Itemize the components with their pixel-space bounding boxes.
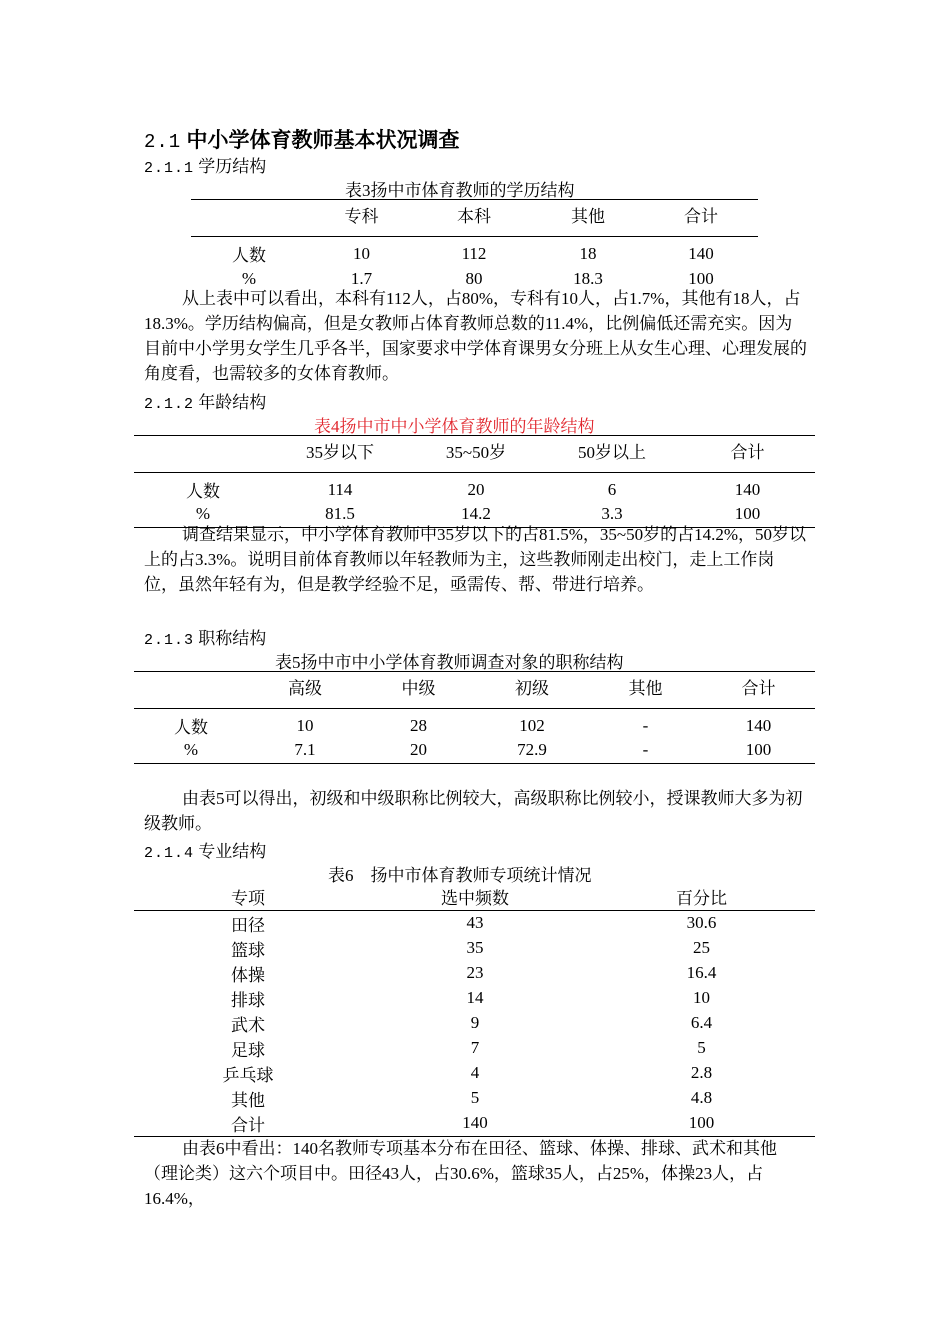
table-cell: 81.5 (325, 504, 355, 524)
table-row (134, 986, 815, 1011)
table-cell: 足球 (231, 1040, 265, 1060)
table-cell: 100 (688, 1113, 715, 1132)
subsection-title: 职称结构 (198, 629, 267, 648)
table-row (134, 1086, 815, 1111)
table-cell: 4 (470, 1063, 480, 1082)
table-cell: 10 (296, 715, 314, 735)
table-header: 高级 (288, 679, 322, 698)
section-number: 2.1 (144, 131, 182, 153)
table-cell: 7.1 (294, 740, 316, 760)
table-5-caption: 表5扬中市中小学体育教师调查对象的职称结构 (275, 653, 624, 672)
subsection-number: 2.1.1 (144, 160, 195, 177)
table-row (134, 709, 815, 739)
subsection-number: 2.1.2 (144, 396, 195, 413)
table-cell: 乒乓球 (222, 1065, 274, 1085)
table-cell: 6 (607, 479, 617, 499)
table-cell: 30.6 (686, 913, 717, 932)
table-4-caption: 表4扬中市中小学体育教师的年龄结构 (314, 417, 595, 436)
table-header: 百分比 (676, 889, 727, 909)
table-cell: 114 (327, 479, 353, 499)
paragraph-specialty: 由表6中看出：140名教师专项基本分布在田径、篮球、体操、排球、武术和其他（理论类）这六个项目中。田径43人，占30.6%，篮球35人，占25%，体操23人，占16.4%， (144, 1139, 777, 1208)
table-header (134, 672, 248, 709)
table-cell: 5 (470, 1088, 480, 1107)
table-5-professional-title (134, 671, 815, 764)
section-title: 中小学体育教师基本状况调查 (186, 128, 460, 152)
table-header: 本科 (457, 207, 491, 226)
table-header: 其他 (628, 679, 663, 698)
table-header: 选中频数 (441, 889, 509, 909)
subsection-number: 2.1.4 (144, 845, 195, 862)
subsection-heading-specialty (144, 837, 266, 862)
table-cell: 80 (465, 268, 483, 288)
table-cell: 28 (410, 715, 427, 735)
table-cell: 100 (745, 740, 772, 760)
table-header: 其他 (571, 207, 605, 226)
table-header: 合计 (684, 207, 718, 226)
table-cell: 100 (734, 504, 761, 524)
table-cell: 9 (470, 1013, 480, 1032)
table-3-caption: 表3扬中市体育教师的学历结构 (345, 181, 575, 200)
table-row (134, 961, 815, 986)
table-row (134, 1011, 815, 1036)
table-header: 合计 (741, 679, 776, 698)
subsection-heading-age (144, 388, 266, 413)
table-cell: % (241, 268, 257, 288)
table-header: 专科 (344, 207, 379, 226)
subsection-title: 学历结构 (198, 157, 267, 176)
table-cell: 2.8 (690, 1063, 713, 1082)
table-4-age (134, 435, 815, 528)
table-row (134, 936, 815, 961)
paragraph-age: 调查结果显示，中小学体育教师中35岁以下的占81.5%，35~50岁的占14.2%，50岁以上的占3.3%。说明目前体育教师以年轻教师为主，这些教师刚走出校门，走上工作岗位，虽然年轻有为，但是教学经验不足，亟需传、帮、带进行培养。 (144, 525, 807, 594)
table-cell: 合计 (231, 1115, 265, 1135)
table-cell: 5 (697, 1038, 706, 1057)
table-cell: 体操 (231, 965, 265, 985)
table-cell: 43 (466, 913, 484, 932)
table-cell: 20 (410, 740, 427, 760)
table-cell: 10 (693, 988, 710, 1007)
table-cell: 武术 (231, 1015, 265, 1035)
table-row (134, 1111, 815, 1137)
table-row (134, 473, 815, 503)
table-header: 35~50岁 (445, 443, 507, 462)
table-cell: 25 (693, 938, 710, 957)
table-cell: 1.7 (350, 268, 373, 288)
table-cell: 田径 (231, 915, 265, 935)
table-cell: 其他 (231, 1090, 265, 1110)
subsection-title: 专业结构 (198, 842, 267, 861)
table-cell: 100 (688, 268, 714, 288)
table-cell: 102 (519, 715, 545, 735)
table-6-specialty (134, 884, 815, 1137)
subsection-heading-education (144, 152, 266, 177)
table-cell: 3.3 (601, 504, 623, 524)
table-cell: 140 (688, 243, 714, 263)
table-header (134, 436, 272, 473)
table-header: 合计 (730, 443, 765, 462)
table-cell: 10 (353, 243, 370, 263)
table-header: 50岁以上 (578, 443, 646, 462)
table-cell: 16.4 (686, 963, 717, 982)
table-cell: 140 (745, 715, 772, 735)
table-cell: 人数 (186, 482, 220, 501)
table-header: 35岁以下 (306, 443, 374, 462)
paragraph-education: 从上表中可以看出，本科有112人，占80%，专科有10人，占1.7%，其他有18人，占18.3%。学历结构偏高，但是女教师占体育教师总数的11.4%，比例偏低还需充实。因为目前中小学男女学生几乎各半，国家要求中学体育课男女分班上从女生心理、心理发展的角度看，也需较多的女体育教师。 (144, 289, 807, 383)
table-row (134, 910, 815, 936)
table-cell: 人数 (232, 246, 266, 265)
table-cell: 人数 (174, 718, 208, 737)
table-cell: 14 (466, 988, 484, 1007)
table-header: 初级 (515, 679, 549, 698)
subsection-number: 2.1.3 (144, 632, 195, 649)
section-heading (144, 124, 459, 154)
table-cell: % (183, 740, 199, 760)
table-cell: - (642, 740, 649, 760)
table-cell: 20 (467, 479, 485, 499)
table-cell: 72.9 (517, 740, 547, 760)
table-header: 中级 (401, 679, 436, 698)
table-header: 专项 (231, 889, 265, 909)
table-6-caption: 表6 扬中市体育教师专项统计情况 (328, 866, 592, 885)
table-row (191, 237, 758, 267)
table-header (191, 200, 307, 237)
table-row (134, 1061, 815, 1086)
table-cell: - (642, 715, 649, 735)
table-cell: 4.8 (690, 1088, 713, 1107)
table-cell: 排球 (231, 990, 265, 1010)
table-row (134, 738, 815, 763)
table-cell: 18.3 (573, 268, 603, 288)
table-cell: 篮球 (231, 940, 265, 960)
table-cell: 14.2 (461, 504, 491, 524)
table-row (134, 1036, 815, 1061)
subsection-heading-title (144, 624, 266, 649)
table-cell: 140 (462, 1113, 488, 1132)
table-3-education (191, 199, 758, 291)
table-cell: 140 (734, 479, 761, 499)
table-cell: 35 (466, 938, 484, 957)
table-cell: 6.4 (690, 1013, 713, 1032)
table-cell: 18 (579, 243, 597, 263)
table-cell: 7 (470, 1038, 480, 1057)
table-cell: 23 (466, 963, 484, 982)
paragraph-title: 由表5可以得出，初级和中级职称比例较大，高级职称比例较小，授课教师大多为初级教师。 (144, 789, 803, 833)
subsection-title: 年龄结构 (198, 393, 267, 412)
table-cell: % (195, 504, 211, 524)
table-cell: 112 (461, 243, 487, 263)
